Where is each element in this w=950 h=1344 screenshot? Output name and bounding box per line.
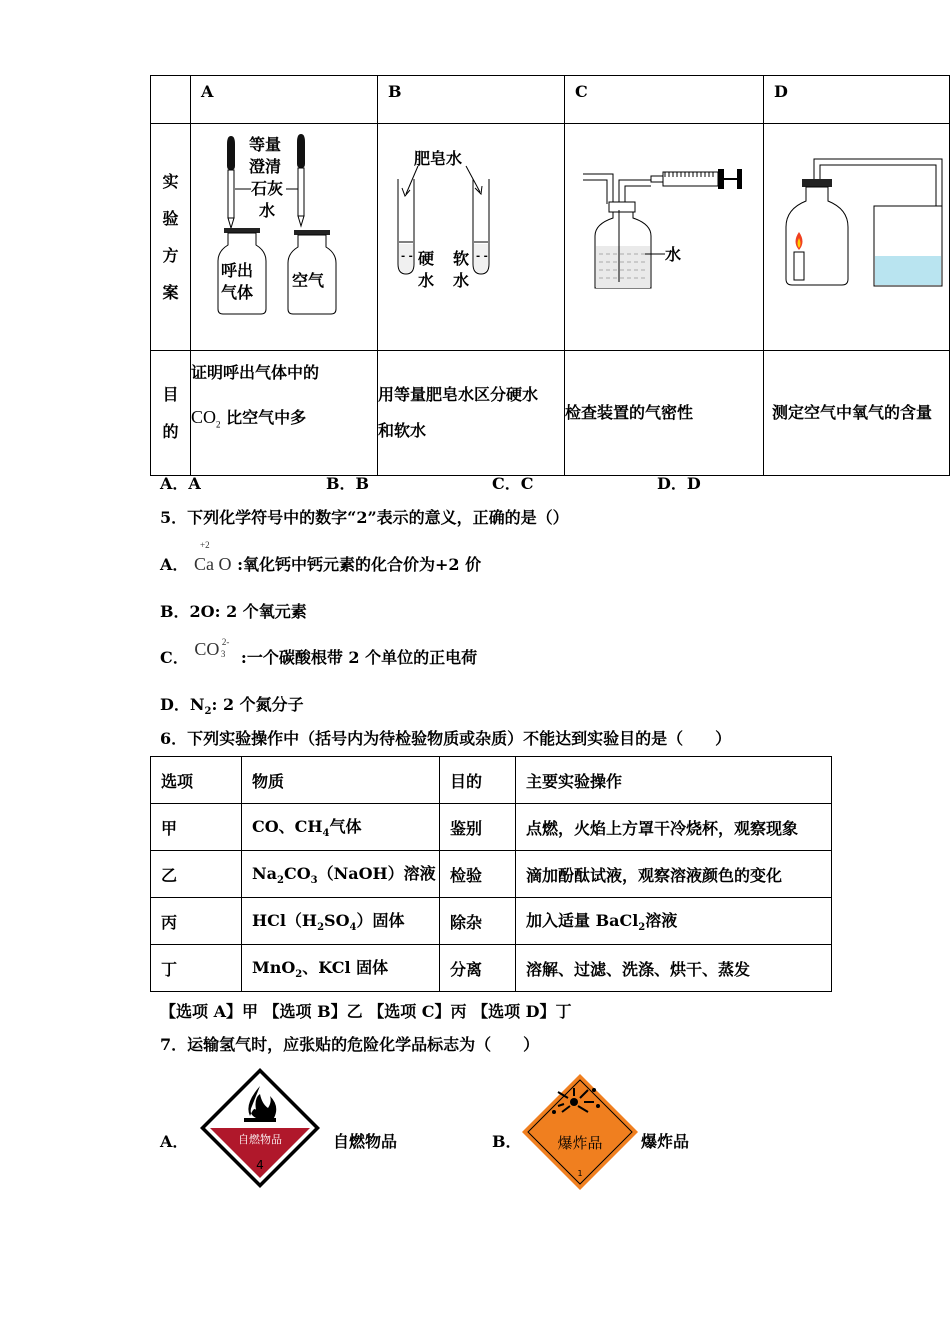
header-a: A [201, 82, 214, 101]
sign-b-text: 爆炸品 [557, 1134, 603, 1152]
q6-options: 【选项 A】甲 【选项 B】乙 【选项 C】丙 【选项 D】丁 [160, 1002, 572, 1021]
q4-option-a: A．A [160, 474, 201, 493]
header-b: B [388, 82, 402, 101]
co2-formula: $CO_2$ [191, 407, 221, 430]
q6-row-bing: 丙 $HCl(H_2SO_4)$固体 除杂 加入适量 BaCl$_2$溶液 [151, 898, 832, 945]
q7-option-b-label: 爆炸品 [641, 1132, 690, 1151]
purpose-b: 用等量肥皂水区分硬水 和软水 [378, 351, 565, 476]
gas-bottle-icon [786, 179, 848, 285]
row-label-purpose: 目 的 [151, 351, 191, 476]
diagram-b-cell [378, 124, 565, 351]
diagram-d-cell [764, 124, 950, 351]
q6-table [150, 756, 832, 992]
soft-label-1: 软 [453, 249, 470, 268]
scheme-row [151, 124, 950, 351]
hard-label-1: 硬 [418, 249, 435, 268]
header-row [151, 76, 950, 124]
header-d: D [774, 82, 788, 101]
row-label-scheme: 实 验 方 案 [151, 124, 191, 351]
experiment-table [150, 75, 950, 476]
label-equal: 等量 [249, 135, 282, 154]
q5-stem: 5．下列化学符号中的数字“2”表示的意义，正确的是（） [160, 508, 569, 527]
q7-stem: 7．运输氢气时，应张贴的危险化学品标志为（ ） [160, 1035, 540, 1054]
q6-header-row: 选项 物质 目的 主要实验操作 [151, 757, 832, 804]
purpose-row [151, 351, 950, 476]
q6-stem: 6．下列实验操作中（括号内为待检验物质或杂质）不能达到实验目的是（ ） [160, 729, 732, 748]
hard-label-2: 水 [418, 271, 435, 290]
svg-text:- -: - - [476, 251, 488, 262]
diagram-b-soap-test [378, 124, 564, 346]
sign-a-text: 自燃物品 [238, 1133, 282, 1146]
label-water: 水 [259, 201, 276, 220]
q7-option-a-label: 自燃物品 [333, 1132, 398, 1151]
q6-row-yi: 乙 $Na_2CO_3(NaOH)$溶液 检验 滴加酚酞试液，观察溶液颜色的变化 [151, 851, 832, 898]
q6-row-ding: 丁 MnO$_2$、KCl 固体 分离 溶解、过滤、洗涤、烘干、蒸发 [151, 945, 832, 992]
q7-option-b-prefix: B． [492, 1132, 522, 1151]
q4-option-b: B．B [326, 474, 370, 493]
soft-label-2: 水 [453, 271, 470, 290]
label-clear: 澄清 [249, 157, 282, 176]
q4-option-c: C．C [492, 474, 534, 493]
q7-option-a-prefix: A． [160, 1132, 189, 1151]
dropper-right-icon [297, 134, 305, 226]
purpose-a: 证明呼出气体中的 $CO_2$ 比空气中多 [191, 351, 378, 476]
label-lime: 石灰 [251, 179, 284, 198]
svg-text:- -: - - [401, 251, 413, 262]
q4-option-d: D．D [657, 474, 701, 493]
q6-row-jia: 甲 CO、$CH_4$气体 鉴别 点燃，火焰上方罩干冷烧杯，观察现象 [151, 804, 832, 851]
beaker-icon [874, 206, 942, 286]
bottle1-label-a: 呼出 [221, 261, 254, 280]
diagram-c-airtight-test [565, 124, 763, 346]
syringe-icon [651, 169, 742, 189]
diagram-a-breath-vs-air [191, 124, 377, 346]
q5-option-a: A． +2 Ca O :氧化钙中钙元素的化合价为+2 价 [160, 540, 482, 574]
q5-option-c: C． CO 2- 3 :一个碳酸根带 2 个单位的正电荷 [160, 637, 478, 667]
spontaneous-combustion-sign-icon [198, 1066, 322, 1190]
bottle2-label: 空气 [292, 271, 325, 290]
diagram-c-cell [565, 124, 764, 351]
purpose-d: 测定空气中氧气的含量 [764, 351, 950, 476]
diagram-d-oxygen-content [764, 124, 949, 346]
water-label: 水 [665, 245, 682, 264]
soap-label: 肥皂水 [414, 149, 463, 168]
flask-icon [595, 202, 651, 288]
header-c: C [575, 82, 588, 101]
corner-cell [151, 76, 191, 124]
sign-a-number: 4 [256, 1158, 264, 1172]
q5-option-b: B．2O: 2 个氧元素 [160, 602, 307, 621]
purpose-c: 检查装置的气密性 [565, 351, 764, 476]
q5-option-d: D．$N_2$: 2 个氮分子 [160, 695, 304, 718]
bottle1-label-b: 气体 [221, 283, 254, 302]
diagram-a-cell [191, 124, 378, 351]
sign-b-number: 1 [577, 1169, 583, 1178]
explosive-sign-icon [518, 1072, 642, 1192]
dropper-left-icon [227, 136, 235, 228]
